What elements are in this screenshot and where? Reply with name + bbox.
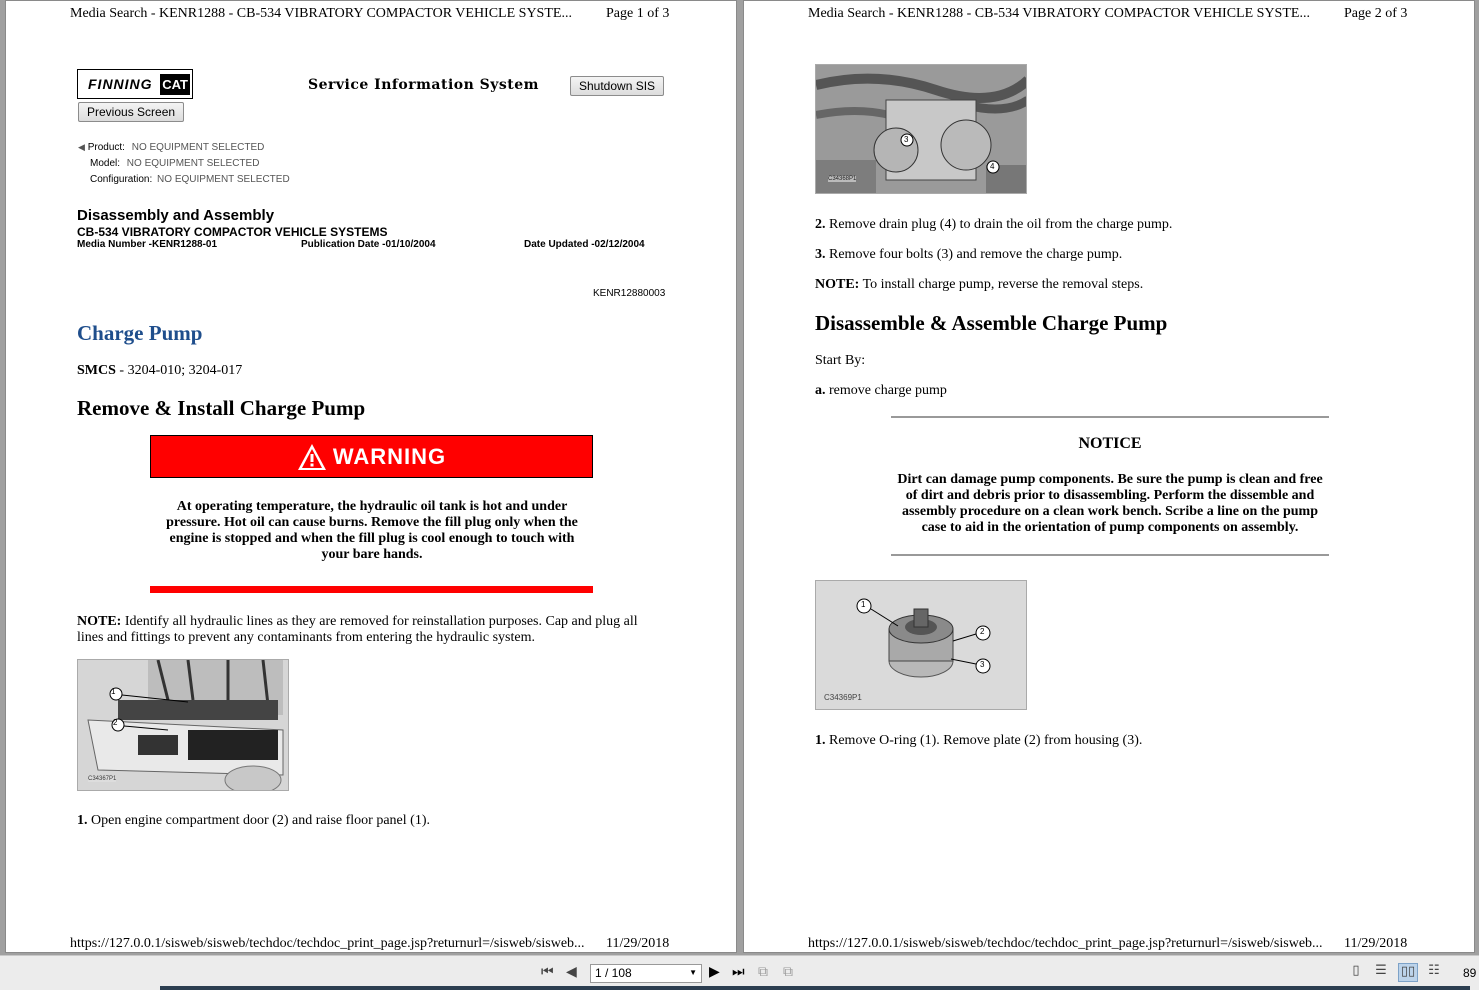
callout-1: 1 [861,600,866,609]
notice-title: NOTICE [1078,435,1142,452]
step-1-text: Remove O-ring (1). Remove plate (2) from housing (3). [825,733,1143,748]
step-1-number: 1. [77,813,88,828]
footer-url: https://127.0.0.1/sisweb/sisweb/techdoc/techdoc_print_page.jsp?returnurl=/sisweb/sisweb... [808,936,1323,951]
smcs-value: - 3204-010; 3204-017 [115,363,243,378]
step-3-number: 3. [815,247,826,262]
single-page-view-icon[interactable]: ▯ [1352,963,1360,978]
model-row [90,158,259,169]
engine-compartment-illustration [78,660,289,791]
first-page-icon[interactable]: ⏮ [541,964,554,980]
start-by-item-a [815,383,947,399]
finning-cat-logo [77,69,193,99]
viewer-toolbar [0,955,1479,990]
page-number-value: 1 / 108 [595,966,632,980]
charge-pump-installed-illustration [816,65,1027,194]
start-by-label: Start By: [815,353,866,368]
charge-pump-installed-photo [815,64,1027,194]
footer-url: https://127.0.0.1/sisweb/sisweb/techdoc/techdoc_print_page.jsp?returnurl=/sisweb/sisweb... [70,936,585,951]
photo-code-top: C34368P1 [828,176,857,182]
notice-top-rule [891,416,1329,418]
start-by-a-label: a. [815,383,826,398]
publication-date: Publication Date -01/10/2004 [301,239,436,250]
header-page-number: Page 1 of 3 [606,6,670,21]
warning-bottom-bar [150,586,593,593]
callout-2: 2 [113,718,118,727]
product-row [78,142,264,153]
step-1-text: Open engine compartment door (2) and raise floor panel (1). [87,813,430,828]
note-install [815,277,1143,293]
model-label: Model: [90,158,121,169]
pdf-page-1 [5,0,737,953]
section-heading: Disassemble & Assemble Charge Pump [815,311,1168,335]
step-1 [77,813,430,829]
step-2-text: Remove drain plug (4) to drain the oil from the charge pump. [825,217,1173,232]
smcs-label: SMCS [77,363,116,378]
continuous-view-icon[interactable]: ☰ [1375,963,1387,978]
callout-4: 4 [990,162,995,171]
document-system: CB-534 VIBRATORY COMPACTOR VEHICLE SYSTEMS [77,225,388,239]
model-value: NO EQUIPMENT SELECTED [126,158,260,169]
note-text: To install charge pump, reverse the removal steps. [859,277,1144,292]
callout-3: 3 [904,135,909,144]
photo-code-bottom: C34369P1 [824,693,862,702]
step-2-number: 2. [815,217,826,232]
previous-page-icon[interactable]: ◀ [566,964,577,980]
step-3-text: Remove four bolts (3) and remove the charge pump. [825,247,1123,262]
last-page-icon[interactable]: ⏭ [732,964,745,980]
product-value: NO EQUIPMENT SELECTED [131,142,265,153]
photo-code: C34367P1 [88,776,117,782]
step-3 [815,247,1122,263]
page-number-select[interactable] [590,964,702,983]
notice-text: Dirt can damage pump components. Be sure the pump is clean and free of dirt and debris prior to disassembling. Perform the dissemble and assembly procedure on a clean work bench. Scribe a line on the pump case to aid in the orientation of pump components on assembly. [897,472,1323,535]
start-by-a-text: remove charge pump [825,383,947,398]
footer-date: 11/29/2018 [606,936,670,951]
callout-3: 3 [980,660,985,669]
note-label: NOTE: [77,614,122,629]
warning-label: WARNING [332,443,447,469]
section-heading: Remove & Install Charge Pump [77,396,366,420]
media-number: Media Number -KENR1288-01 [77,239,218,250]
warning-triangle-icon [297,443,327,471]
step-1-number: 1. [815,733,826,748]
pdf-page-2 [743,0,1475,953]
previous-screen-button[interactable]: Previous Screen [78,102,184,122]
sis-title: Service Information System [308,77,539,93]
warning-text: At operating temperature, the hydraulic oil tank is hot and under pressure. Hot oil can cause burns. Remove the fill plug only when the engine is stopped and when the fill plug is cool enough to touch with your bare hands. [166,499,578,562]
next-page-icon[interactable]: ▶ [709,964,720,980]
loading-progress-bar [160,986,1470,990]
configuration-value: NO EQUIPMENT SELECTED [157,174,290,185]
warning-banner [150,435,593,478]
note-label: NOTE: [815,277,860,292]
logo-finning-text: FINNING [88,76,153,92]
logo-cat-text: CAT [160,74,190,95]
facing-pages-view-icon[interactable]: ▯▯ [1398,963,1418,982]
document-type: Disassembly and Assembly [77,207,275,224]
paste-icon[interactable]: ⧉ [783,964,793,980]
note-paragraph [77,614,667,646]
page-title: Charge Pump [77,321,203,345]
charge-pump-disassembly-photo [815,580,1027,710]
engine-compartment-photo [77,659,289,791]
document-id: KENR12880003 [593,288,666,299]
collapse-arrow-icon[interactable]: ◀ [78,142,85,152]
product-label: Product: [87,142,125,153]
continuous-facing-view-icon[interactable]: ☷ [1428,963,1440,978]
step-2 [815,217,1172,233]
shutdown-sis-button[interactable]: Shutdown SIS [570,76,664,96]
footer-date: 11/29/2018 [1344,936,1408,951]
callout-1: 1 [111,687,116,696]
configuration-row [90,174,290,185]
chevron-down-icon: ▼ [689,968,697,977]
header-title: Media Search - KENR1288 - CB-534 VIBRATORY COMPACTOR VEHICLE SYSTE... [808,6,1310,21]
zoom-level[interactable]: 89 [1463,966,1477,980]
callout-2: 2 [980,627,985,636]
notice-bottom-rule [891,554,1329,556]
charge-pump-disassembly-illustration [816,581,1027,710]
smcs-line [77,363,242,379]
configuration-label: Configuration: [90,174,153,185]
date-updated: Date Updated -02/12/2004 [524,239,645,250]
step-1 [815,733,1142,749]
copy-icon[interactable]: ⧉ [758,964,768,980]
note-text: Identify all hydraulic lines as they are removed for reinstallation purposes. Cap and plug all lines and fittings to prevent any contaminants from entering the hydraulic system. [77,614,638,645]
header-page-number: Page 2 of 3 [1344,6,1408,21]
header-title: Media Search - KENR1288 - CB-534 VIBRATORY COMPACTOR VEHICLE SYSTE... [70,6,572,21]
